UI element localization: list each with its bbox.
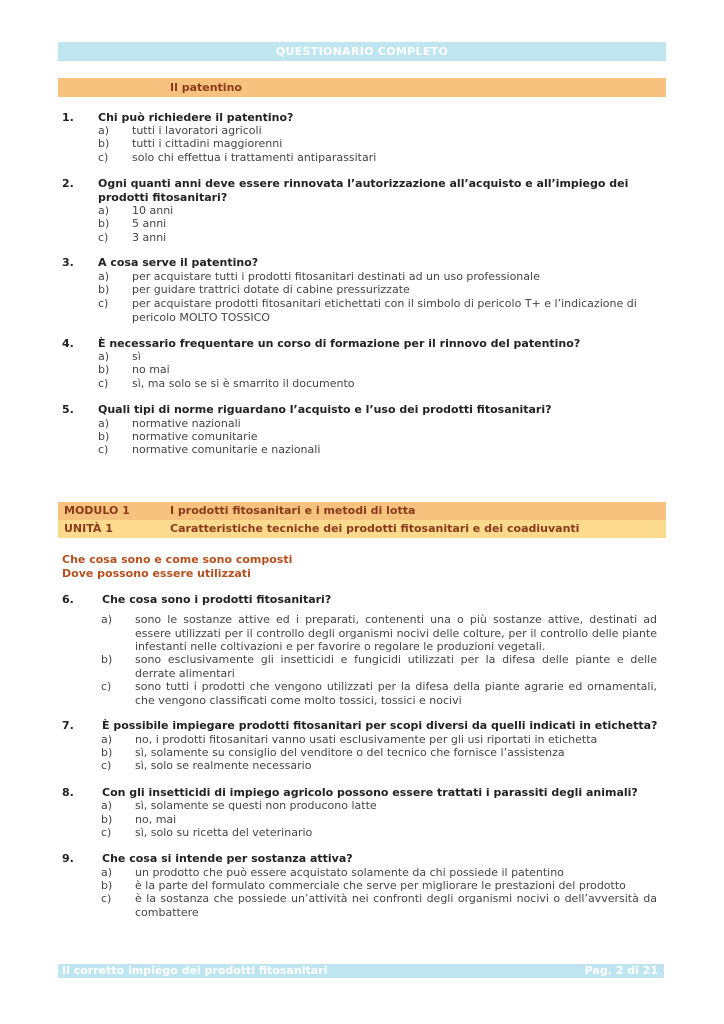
option-letter: a) [101,613,113,626]
question-text: È possibile impiegare prodotti fitosanitari per scopi diversi da quelli indicati in etichetta? [102,719,658,732]
option-letter: c) [98,231,109,244]
option-letter: a) [98,124,110,137]
module-label: MODULO 1 [64,504,130,517]
option-text: 5 anni [132,217,167,230]
question-text: È necessario frequentare un corso di formazione per il rinnovo del patentino? [98,337,581,350]
option-text: sono le sostanze attive ed i preparati, contenenti una o più sostanze attive, destinati ad essere utilizzati per il controllo degli organismi nocivi delle colture, per il controllo delle piante infestanti nelle coltivazioni e per favorire o regolare le produzioni vegetali. [135,613,657,653]
option-letter: b) [101,813,113,826]
option-text: sì, solo se realmente necessario [135,759,312,772]
option-text: tutti i lavoratori agricoli [132,124,262,137]
option-text: 3 anni [132,231,167,244]
option-letter: a) [98,204,110,217]
option-text: no, mai [135,813,177,826]
option-letter: c) [98,297,109,310]
option-letter: c) [98,151,109,164]
option-text: un prodotto che può essere acquistato solamente da chi possiede il patentino [135,866,564,879]
option-letter: b) [98,283,110,296]
footer-title: Il corretto impiego dei prodotti fitosanitari [62,964,328,977]
question-number: 7. [62,719,74,732]
option-text: sì [132,350,141,363]
option-letter: a) [98,270,110,283]
question-number: 5. [62,403,74,416]
option-text: solo chi effettua i trattamenti antiparassitari [132,151,377,164]
unit-label: UNITÀ 1 [64,522,113,535]
option-letter: c) [101,680,112,693]
module-title: I prodotti fitosanitari e i metodi di lotta [170,504,416,517]
option-text: tutti i cittadini maggiorenni [132,137,283,150]
option-text: per acquistare tutti i prodotti fitosanitari destinati ad un uso professionale [132,270,540,283]
option-letter: b) [101,653,113,666]
option-text: è la sostanza che possiede un’attività nei confronti degli organismi nocivi o dell’avversità da combattere [135,892,657,919]
option-letter: b) [98,363,110,376]
option-text: sì, ma solo se si è smarrito il documento [132,377,355,390]
option-text: è la parte del formulato commerciale che serve per migliorare le prestazioni del prodotto [135,879,626,892]
option-text: sì, solamente se questi non producono latte [135,799,377,812]
option-text: 10 anni [132,204,174,217]
question-number: 3. [62,256,74,269]
question-number: 6. [62,593,74,606]
option-text: sono esclusivamente gli insetticidi e fungicidi utilizzati per la difesa delle piante e delle derrate alimentari [135,653,657,680]
option-letter: c) [98,443,109,456]
page-number: Pag. 2 di 21 [584,964,658,977]
option-text: sono tutti i prodotti che vengono utilizzati per la difesa della piante agrarie ed ornamentali, che vengono classificati come molto tossici, tossici e nocivi [135,680,657,707]
option-text: sì, solamente su consiglio del venditore o del tecnico che fornisce l’assistenza [135,746,565,759]
question-number: 9. [62,852,74,865]
option-letter: b) [101,879,113,892]
option-letter: b) [101,746,113,759]
option-letter: a) [101,799,113,812]
question-number: 8. [62,786,74,799]
intro-line-2: Dove possono essere utilizzati [62,567,251,580]
option-letter: a) [101,733,113,746]
option-letter: c) [98,377,109,390]
intro-line-1: Che cosa sono e come sono composti [62,553,293,566]
option-letter: c) [101,892,112,905]
option-letter: a) [101,866,113,879]
option-text: no mai [132,363,170,376]
question-text: Che cosa sono i prodotti fitosanitari? [102,593,332,606]
question-text: A cosa serve il patentino? [98,256,259,269]
option-letter: c) [101,759,112,772]
page-footer [58,964,664,978]
option-text: no, i prodotti fitosanitari vanno usati esclusivamente per gli usi riportati in etichetta [135,733,598,746]
option-letter: b) [98,430,110,443]
option-text: normative comunitarie [132,430,258,443]
option-letter: b) [98,137,110,150]
question-text: Quali tipi di norme riguardano l’acquisto e l’uso dei prodotti fitosanitari? [98,403,552,416]
unit-header [58,520,666,538]
option-text: sì, solo su ricetta del veterinario [135,826,313,839]
section-title: Il patentino [170,81,242,94]
question-text: Ogni quanti anni deve essere rinnovata l’autorizzazione all’acquisto e all’impiego dei prodotti fitosanitari? [98,177,629,204]
question-number: 2. [62,177,74,190]
option-text: per guidare trattrici dotate di cabine pressurizzate [132,283,410,296]
option-text: normative nazionali [132,417,241,430]
question-number: 4. [62,337,74,350]
option-text: per acquistare prodotti fitosanitari etichettati con il simbolo di pericolo T+ e l’indicazione di pericolo MOLTO TOSSICO [132,297,637,324]
question-text: Chi può richiedere il patentino? [98,111,294,124]
question-number: 1. [62,111,74,124]
unit-title: Caratteristiche tecniche dei prodotti fitosanitari e dei coadiuvanti [170,522,580,535]
option-letter: c) [101,826,112,839]
question-text: Con gli insetticidi di impiego agricolo possono essere trattati i parassiti degli animali? [102,786,638,799]
section-header [58,78,666,97]
option-letter: a) [98,417,110,430]
option-letter: b) [98,217,110,230]
option-letter: a) [98,350,110,363]
module-header [58,502,666,520]
question-text: Che cosa si intende per sostanza attiva? [102,852,353,865]
page-header: QUESTIONARIO COMPLETO [58,42,666,61]
option-text: normative comunitarie e nazionali [132,443,321,456]
